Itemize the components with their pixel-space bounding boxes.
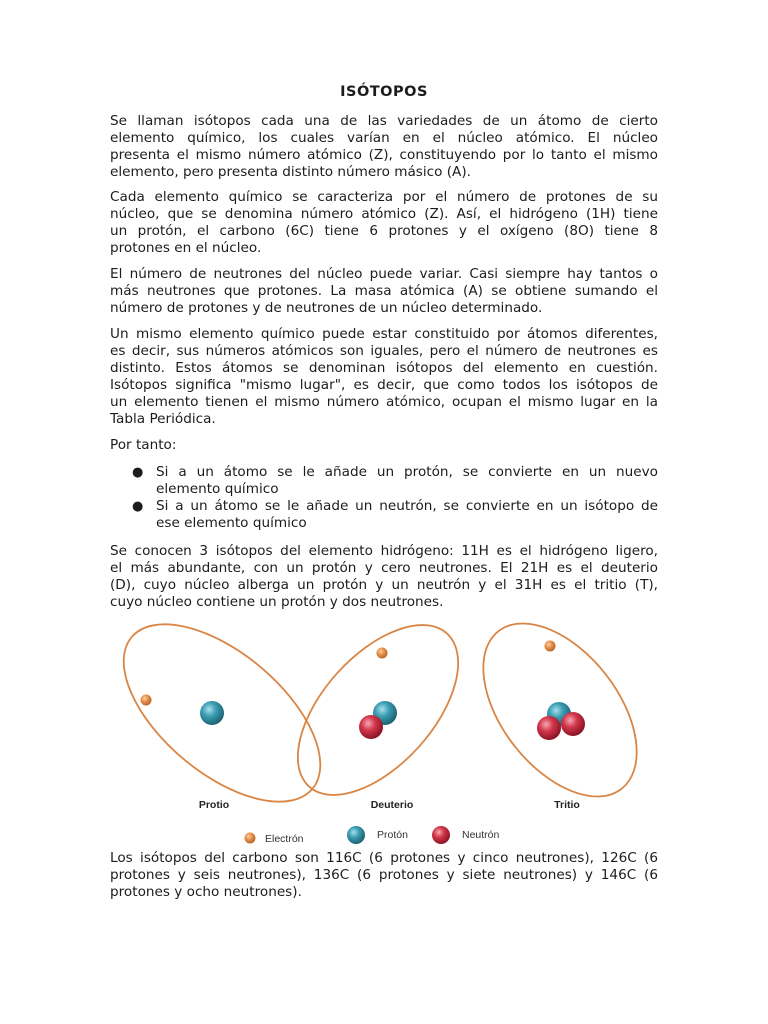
text-line: el más abundante, con un protón y cero neutrones. El 21H es el deuterio [110,560,658,576]
neutron-particle [359,715,383,739]
text-line: elemento, pero presenta distinto número másico (A). [110,164,471,180]
proton-particle [200,701,224,725]
text-line: Se conocen 3 isótopos del elemento hidrógeno: 11H es el hidrógeno ligero, [110,543,658,559]
text-line: Por tanto: [110,437,177,453]
text-line: protones y seis neutrones), 136C (6 protones y siete neutrones) y 146C (6 [110,867,658,883]
electron-particle [141,695,152,706]
text-line: es decir, sus números atómicos son iguales, pero el número de neutrones es [110,343,658,359]
text-line: elemento químico [156,481,279,497]
text-line: Si a un átomo se le añade un protón, se convierte en un nuevo [156,464,658,480]
text-line: número de protones y de neutrones de un núcleo determinado. [110,300,543,316]
text-line: cuyo núcleo contiene un protón y dos neutrones. [110,594,444,610]
electron-legend-icon [245,833,256,844]
text-line: protones en el núcleo. [110,240,262,256]
neutron-particle [537,716,561,740]
text-line: distinto. Estos átomos se denominan isótopos del elemento en cuestión. [110,360,658,376]
page-title: ISÓTOPOS [340,84,428,100]
atom-label-tritio: Tritio [554,799,580,811]
text-line: Isótopos significa "mismo lugar", es decir, que como todos los isótopos de [110,377,658,393]
text-line: El número de neutrones del núcleo puede variar. Casi siempre hay tantos o [110,266,658,282]
proton-legend-icon [347,826,365,844]
atom-label-deuterio: Deuterio [370,799,414,811]
text-line: (D), cuyo núcleo alberga un protón y un neutrón y el 31H es el tritio (T), [110,577,658,593]
electron-particle [377,648,388,659]
atom-label-protio: Protio [198,799,230,811]
text-line: ese elemento químico [156,515,307,531]
text-line: núcleo, que se denomina número atómico (Z). Así, el hidrógeno (1H) tiene [110,206,658,222]
figure-legend [245,826,500,845]
text-line: Si a un átomo se le añade un neutrón, se convierte en un isótopo de [156,498,658,514]
text-line: Cada elemento químico se caracteriza por el número de protones de su [110,189,658,205]
text-line: un protón, el carbono (6C) tiene 6 protones y el oxígeno (8O) tiene 8 [110,223,658,239]
legend-neutron-label: Neutrón [462,829,500,841]
text-line: Los isótopos del carbono son 116C (6 protones y cinco neutrones), 126C (6 [110,850,658,866]
text-line: más neutrones que protones. La masa atómica (A) se obtiene sumando el [110,283,658,299]
neutron-particle [561,712,585,736]
text-line: Tabla Periódica. [110,411,216,427]
bullet-icon: ● [132,499,144,514]
legend-proton-label: Protón [377,829,408,841]
text-line: Se llaman isótopos cada una de las variedades de un átomo de cierto [110,113,658,129]
bullet-icon: ● [132,465,144,480]
text-line: presenta el mismo número atómico (Z), constituyendo por lo tanto el mismo [110,147,658,163]
text-line: un elemento tienen el mismo número atómico, ocupan el mismo lugar en la [110,394,658,410]
neutron-legend-icon [432,826,450,844]
legend-electron-label: Electrón [265,833,304,845]
text-line: elemento químico, los cuales varían en el núcleo atómico. El núcleo [110,130,658,146]
electron-particle [545,641,556,652]
text-line: protones y ocho neutrones). [110,884,302,900]
deuterium-atom [268,597,488,824]
text-line: Un mismo elemento químico puede estar constituido por átomos diferentes, [110,326,658,342]
tritium-atom [453,595,668,824]
